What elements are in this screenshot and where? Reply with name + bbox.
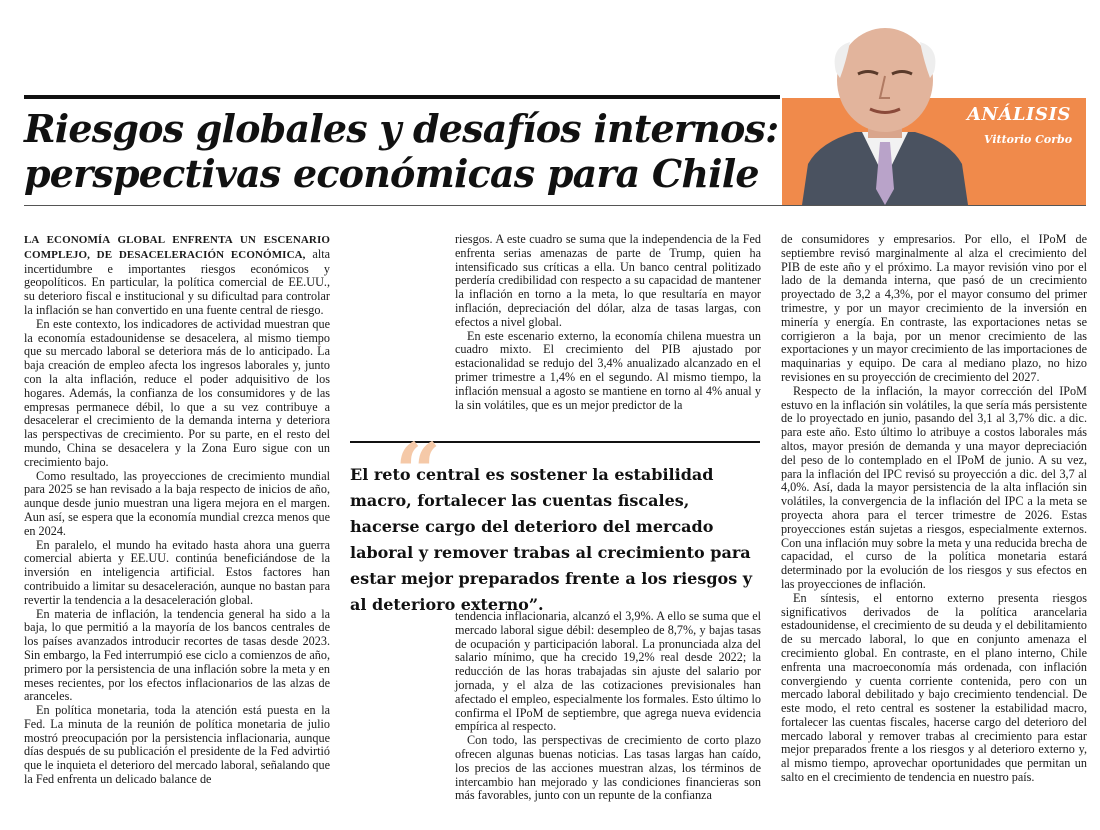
top-rule bbox=[24, 95, 780, 99]
lead-caps: LA ECONOMÍA GLOBAL ENFRENTA UN ESCENARIO COMPLEJO, DE DESACELERACIÓN ECONÓMICA, bbox=[24, 234, 330, 261]
column-3 bbox=[781, 233, 1087, 785]
section-label: ANÁLISIS bbox=[967, 104, 1071, 125]
paragraph: de consumidores y empresarios. Por ello, el IPoM de septiembre revisó marginalmente al alza el crecimiento del PIB de este año y el próximo. La mayor revisión vino por el lado de la demanda interna, que pasó de un crecimiento proyectado de 3,2 a 4,3%, por el mayor consumo del primer trimestre, y por un mayor crecimiento de la inversión en minería y energía. En contraste, las exportaciones netas se corrigieron a la baja, por un menor crecimiento de las exportaciones y un mayor crecimiento de las importaciones de maquinarias y equipo. De cara al mediano plazo, no hizo revisiones en su proyección de crecimiento del 2027. bbox=[781, 232, 1087, 384]
pull-quote: El reto central es sostener la estabilidad macro, fortalecer las cuentas fiscales, hacerse cargo del deterioro del mercado laboral y remover trabas al crecimiento para estar mejor preparados frente a los riesgos y al deterioro externo”. bbox=[350, 465, 753, 614]
lead-paragraph bbox=[24, 233, 330, 318]
headline: Riesgos globales y desafíos internos: perspectivas económicas para Chile bbox=[24, 106, 779, 196]
paragraph: En materia de inflación, la tendencia general ha sido a la baja, lo que permitió a la mayoría de los bancos centrales de los países avanzados introducir recortes de tasas desde 2023. Sin embargo, la Fed interrumpió ese ciclo a comienzos de año, primero por la persistencia de una inflación sobre la meta y en meses recientes, por los efectos inflacionarios de las alzas de aranceles. bbox=[24, 606, 330, 704]
column-2-bottom bbox=[455, 610, 761, 803]
paragraph: En paralelo, el mundo ha evitado hasta ahora una guerra comercial abierta y EE.UU. continúa beneficiándose de la inversión en inteligencia artificial. Estos factores han contribuido a limitar su desaceleración, aunque no bastan para revertir la tendencia a la desaceleración global. bbox=[24, 537, 330, 607]
quote-mark-icon: “ bbox=[395, 425, 442, 519]
author-name: Vittorio Corbo bbox=[984, 133, 1073, 146]
column-1 bbox=[24, 233, 330, 787]
paragraph: Respecto de la inflación, la mayor corrección del IPoM estuvo en la inflación sin volátiles, la que sería más persistente de lo proyectado en junio, pasando del 3,1 al 3,7% dic. a dic. para este año. Esto último lo atribuye a costos laborales más altos, mayor presión de demanda y una mayor depreciación del peso de lo contemplado en el IPoM de junio. A su vez, para la inflación del IPC revisó su proyección a dic. del 3,7 al 4,0%. Así, dada la mayor persistencia de la alta inflación sin volátiles, la convergencia de la inflación del IPC a la meta se proyecta ahora para el tercer trimestre de 2026. Estas proyecciones están sujetas a riesgos, especialmente externos. Con una inflación muy sobre la meta y una reducida brecha de capacidad, el curso de la política monetaria estará determinado por la evolución de los riesgos y sus efectos en las proyecciones de inflación. bbox=[781, 383, 1087, 591]
paragraph: En este contexto, los indicadores de actividad muestran que la economía estadounidense se desacelera, al mismo tiempo que su mercado laboral se deteriora más de lo anticipado. La baja creación de empleo afecta los ingresos laborales y, junto con la alta inflación, reduce el poder adquisitivo de los hogares. Además, la confianza de los consumidores y de las empresas permanece débil, lo que a su vez contribuye a desacelerar el crecimiento de la demanda interna y deteriora las perspectivas de crecimiento. Por su parte, en el resto del mundo, China se desacelera y la Zona Euro sigue con un crecimiento bajo. bbox=[24, 316, 330, 469]
paragraph: Como resultado, las proyecciones de crecimiento mundial para 2025 se han revisado a la baja respecto de inicios de año, aunque desde junio muestran una ligera mejora en el margen. Aun así, se espera que la economía mundial crezca menos que en 2024. bbox=[24, 468, 330, 538]
paragraph: En política monetaria, toda la atención está puesta en la Fed. La minuta de la reunión de política monetaria de julio mostró preocupación por la persistencia inflacionaria, aunque días después de su publicación el presidente de la Fed advirtió que le inquieta el deterioro del mercado laboral, señalando que la Fed enfrenta un delicado balance de bbox=[24, 703, 330, 787]
paragraph: En síntesis, el entorno externo presenta riesgos significativos derivados de la política arancelaria estadounidense, el crecimiento de su deuda y el debilitamiento de su mercado laboral, lo que en conjunto amenaza el crecimiento global. En contraste, en el plano interno, Chile enfrenta una macroeconomía más ordenada, con inflación convergiendo y cuenta corriente contenida, pero con un mercado laboral debilitado y bajo crecimiento tendencial. De este modo, el reto central es sostener la estabilidad macro, fortalecer las cuentas fiscales, hacerse cargo del deterioro del mercado laboral y remover trabas al crecimiento para estar mejor preparados frente a los riesgos y al deterioro externo y, al mismo tiempo, aprovechar oportunidades que permitan un salto en el crecimiento de tendencia en nuestro país. bbox=[781, 590, 1087, 785]
paragraph: En este escenario externo, la economía chilena muestra un cuadro mixto. El crecimiento del PIB ajustado por estacionalidad se redujo del 3,4% anualizado alcanzado en el primer trimestre a 1,4% en el segundo. Al mismo tiempo, la inflación mensual a agosto se mantiene en torno al 4% anual y la sin volátiles, que es un mejor predictor de la bbox=[455, 328, 761, 412]
author-portrait bbox=[800, 14, 970, 205]
header-divider bbox=[24, 205, 1086, 206]
lead-rest: alta incertidumbre e importantes riesgos económicos y geopolíticos. En particular, la política comercial de EE.UU., su deterioro fiscal e institucional y su dificultad para controlar la inflación se han convertido en una fuente central de riesgo. bbox=[24, 246, 331, 317]
paragraph: Con todo, las perspectivas de crecimiento de corto plazo ofrecen algunas buenas noticias. Las tasas largas han caído, los precios de las acciones muestran alzas, los términos de intercambio han mejorado y las condiciones financieras son más favorables, junto con un repunte de la confianza bbox=[455, 733, 761, 803]
column-2-top bbox=[455, 233, 761, 412]
paragraph: tendencia inflacionaria, alcanzó el 3,9%. A ello se suma que el mercado laboral sigue débil: desempleo de 8,7%, y bajas tasas de ocupación y participación laboral. La pronunciada alza del salario mínimo, que ha crecido 19,2% real desde 2022; la reducción de las horas trabajadas sin ajuste del salario por jornada, y el alza de las cotizaciones previsionales han afectado el empleo, especialmente los formales. Esto último lo confirma el IPoM de septiembre, que agrega nueva evidencia empírica al respecto. bbox=[455, 609, 761, 734]
paragraph: riesgos. A este cuadro se suma que la independencia de la Fed enfrenta serias amenazas de parte de Trump, quien ha intensificado sus críticas a ella. Un banco central politizado perdería credibilidad con respecto a su capacidad de mantener la inflación en torno a la meta, lo que resultaría en mayor inflación, depreciación del dólar, alza de tasas largas, con efectos a nivel global. bbox=[455, 232, 761, 329]
